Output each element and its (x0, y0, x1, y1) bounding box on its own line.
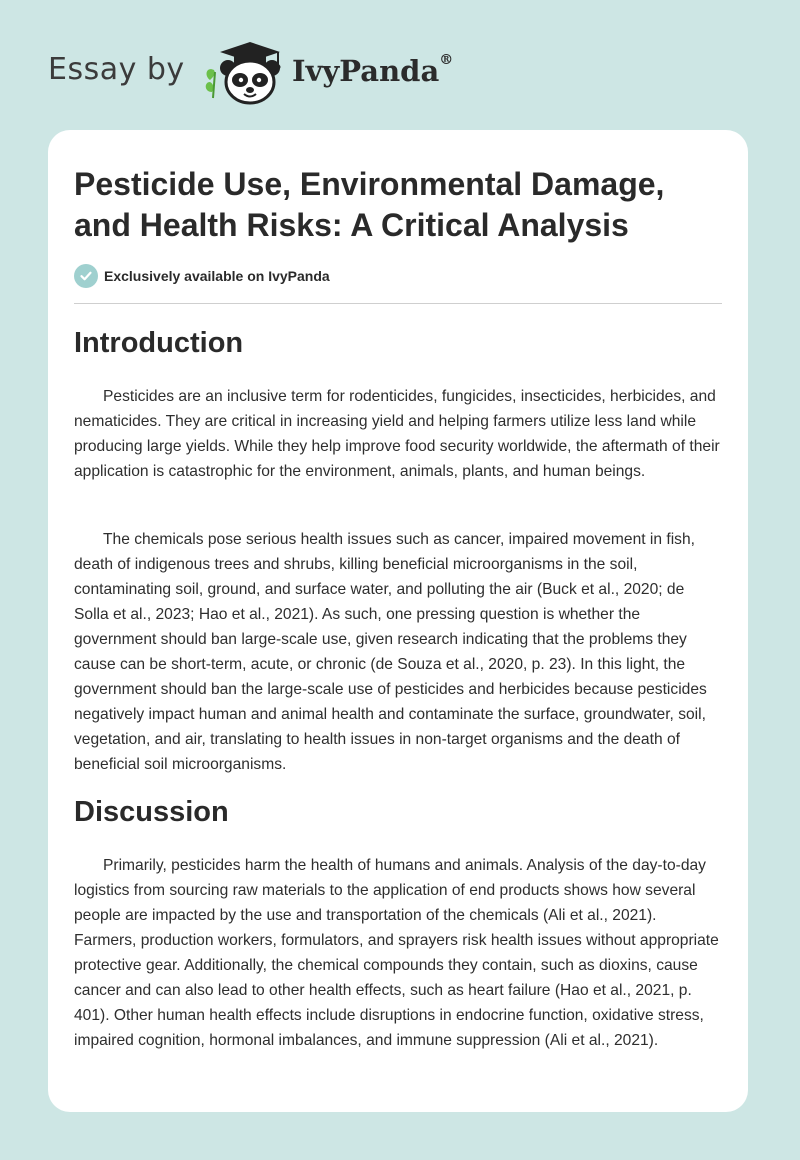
check-circle-icon (74, 264, 98, 288)
paragraph: Primarily, pesticides harm the health of humans and animals. Analysis of the day-to-day logistics from sourcing raw materials to the application of end products shows how several people are impacted by the use and transportation of the chemicals (Ali et al., 2021). Farmers, production workers, formulators, and sprayers risk health issues without appropriate protective gear. Additionally, the chemical compounds they contain, such as dioxins, cause cancer and can also lead to other health effects, such as heart failure (Hao et al., 2021, p. 401). Other human health effects include disruptions in endocrine function, oxidative stress, impaired cognition, hormonal imbalances, and immune suppression (Ali et al., 2021). (74, 857, 719, 1049)
registered-mark: ® (439, 52, 454, 69)
section-heading-discussion: Discussion (74, 796, 229, 828)
essay-by-label: Essay by (48, 52, 185, 87)
exclusive-notice (74, 263, 330, 289)
exclusive-label: Exclusively available on IvyPanda (104, 268, 330, 284)
brand-text: IvyPanda (292, 54, 440, 88)
article-card (48, 130, 748, 1112)
divider (74, 303, 722, 304)
paragraph: Pesticides are an inclusive term for rodenticides, fungicides, insecticides, herbicides, and nematicides. They are critical in increasing yield and helping farmers utilize less land while producing large yields. While they help improve food security worldwide, the aftermath of their application is catastrophic for the environment, animals, plants, and human beings. (74, 388, 720, 480)
panda-logo-icon[interactable] (200, 36, 290, 108)
article-title: Pesticide Use, Environmental Damage, and Health Risks: A Critical Analysis (74, 166, 665, 243)
brand-name[interactable] (292, 54, 453, 88)
paragraph: The chemicals pose serious health issues such as cancer, impaired movement in fish, death of indigenous trees and shrubs, killing beneficial microorganisms in the soil, contaminating soil, ground, and surface water, and polluting the air (Buck et al., 2020; de Solla et al., 2023; Hao et al., 2021). As such, one pressing question is whether the government should ban large-scale use, given research indicating that the problems they cause can be short-term, acute, or chronic (de Souza et al., 2020, p. 23). In this light, the government should ban the large-scale use of pesticides and herbicides because pesticides negatively impact human and animal health and contaminate the surface, groundwater, soil, vegetation, and air, translating to health issues in non-target organisms and the death of beneficial soil microorganisms. (74, 531, 707, 773)
site-header (0, 0, 800, 120)
section-heading-introduction: Introduction (74, 327, 244, 359)
